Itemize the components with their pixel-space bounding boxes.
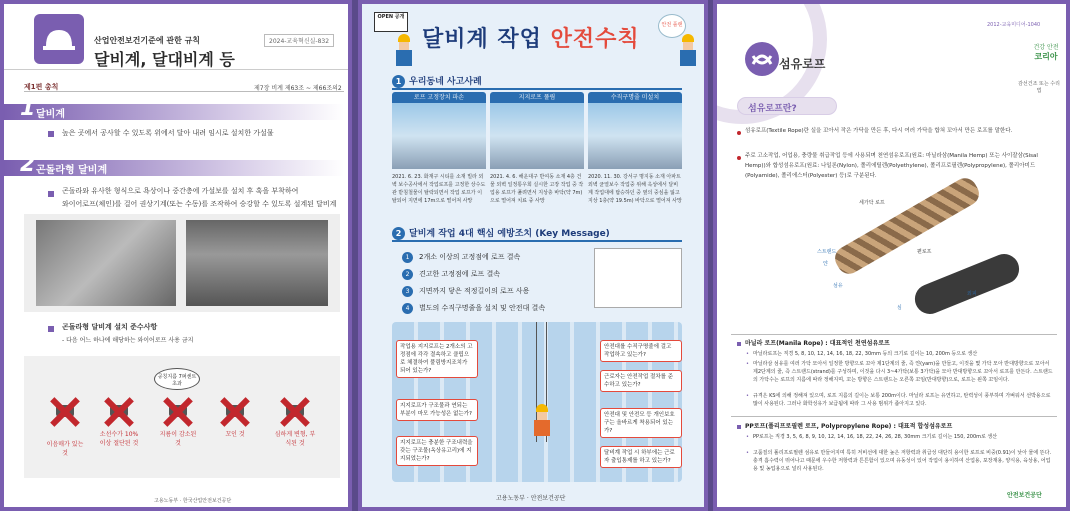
anchor-illustration — [594, 248, 682, 308]
prohibited-x-icon — [280, 396, 310, 426]
bullet-icon — [48, 131, 54, 137]
bullet-icon — [48, 191, 54, 197]
prohibited-label: 소선수가 10% 이상 절단된 것 — [99, 431, 139, 447]
divider — [392, 88, 682, 90]
poster-suspended-scaffold-safety — [358, 0, 708, 511]
open-badge: OPEN 공개 — [374, 12, 408, 32]
document-code: 2024-교육혁신실-832 — [264, 34, 334, 47]
case-illustration — [588, 103, 682, 169]
compliance-sub: - 다음 어느 하나에 해당하는 와이어로프 사용 금지 — [62, 337, 194, 344]
section-title: 곤돌라형 달비계 — [36, 165, 108, 176]
prohibited-x-icon — [104, 396, 134, 426]
checklist-question: 안전대를 수직구명줄에 걸고 작업하고 있는가? — [600, 340, 682, 362]
poster-suspended-scaffold-regulation — [0, 0, 352, 511]
section-title: 달비계 — [36, 109, 65, 120]
case-illustration — [392, 103, 486, 169]
poster-title: 섬유로프 — [779, 57, 826, 71]
list-item: • 규격은 KS에 의해 정해져 있으며, 로프 지름의 길이는 보통 200m이다. 마닐라 로프는 유연하고, 탄력성이 풍부하며 가벼워서 선박용으로 많이 사용된다. 그러나 화학성유가 보급됨에 따라 그 사용 범위가 좁아지고 있다. — [753, 392, 1053, 408]
case-illustration — [490, 103, 584, 169]
photo-area — [24, 214, 340, 312]
key-message-item: 2 견고한 고정점에 로프 결속 — [402, 269, 500, 280]
rope-label: 편로프 — [917, 249, 932, 255]
chapter-label: 제1편 총칙 — [24, 83, 59, 91]
checklist-question: 안전대 및 안전모 등 개인보호구는 올바르게 착용되어 있는가? — [600, 408, 682, 438]
checklist-question: 지지로프가 구조물과 연되는 부분이 마모 가능성은 없는가? — [396, 399, 478, 421]
case-text: 2020. 11. 30. 강서구 명지동 소재 아파트 외벽 균열보수 작업중 위해 옥상에서 달비계 작업대에 탑승하던 중 옆의 중심을 잃고 지상 1층(약 19.5m) 바닥으로 떨어져 사망 — [588, 174, 682, 204]
rope-part-label: 섬유 — [833, 283, 843, 289]
pp-rope-heading: PP로프(폴리프로필렌 로프, Polypropylene Rope) : 대표적 합성섬유로프 — [737, 421, 952, 430]
gondola-text-line2: 와이어로프(체인)를 걸어 권상기계(또는 수동)를 조작하여 승강할 수 있도록 설계된 달비계 — [62, 200, 337, 208]
poster-title: 달비계, 달대비계 등 — [94, 50, 235, 69]
scaffold-photo-2 — [186, 220, 328, 306]
list-item: • 고품질의 폴리프로필렌 섬유로 만들어지며 특히 저비선에 대한 높은 저항력과 취급성 대단히 용이한 로프로 비중(0.91)이 낮아 물에 뜬다. 충격 흡수력이 뛰어나고 때문에 우수한 저항력과 튼튼함이 있으며 유동성이 있어 작업이 용이하여 산업용, 포장재용, 양식용, 육상용, 어업용 및 농업용으로 널리 사용된다. — [753, 449, 1053, 473]
prohibited-label: 지름이 감소된 것 — [159, 431, 197, 447]
footer-logos: 고용노동부 · 한국산업안전보건공단 — [154, 498, 232, 504]
list-item: • PP로프는 직경 3, 5, 6, 8, 9, 10, 12, 14, 16, 18, 22, 24, 26, 28, 30mm 크기로 길이는 150, 200m로 생산 — [753, 433, 1053, 441]
compliance-title: 곤돌라형 달비계 설치 준수사항 — [62, 323, 158, 331]
prohibited-x-icon — [220, 396, 250, 426]
key-message-item: 3 지면까지 닿은 적정길이의 로프 사용 — [402, 286, 529, 297]
helmet-icon — [34, 14, 84, 64]
section-number: 1 — [20, 96, 36, 121]
divider — [392, 240, 682, 242]
health-safety-logo: 건강 안전 코리아 — [1033, 44, 1059, 61]
bullet-icon — [737, 131, 741, 135]
list-item: • 마닐라삼 섬유를 여러 가닥 모아서 일정한 방향으로 꼬아 제1단계의 줄, 즉 얀(yarn)을 만들고, 이것을 몇 가닥 모아 반대방향으로 꼬아서 제2단계의 줄, 즉 스트랜드(strand)를 구성하며, 이것을 다시 3~4가닥(보통 3가닥)을 모아 반대방향으로 꼬아서 로프를 만든다. 스트랜드의 가닥수는 로프의 지름에 따라 정해지며, 꼬는 방향은 스트랜드는 오른쪽 꼬임(반대방향)으로, 로프는 왼쪽 꼬임이다. — [753, 360, 1053, 384]
braided-rope-illustration — [910, 249, 1023, 318]
manila-rope-heading: 마닐라 로프(Manila Rope) : 대표적인 천연섬유로프 — [737, 338, 890, 347]
bullet-icon — [48, 326, 54, 332]
footer-logos: 고용노동부 · 안전보건공단 — [496, 495, 566, 502]
article-range: 제7장 비계 제63조 ~ 제66조의2 — [254, 85, 342, 92]
three-strand-rope-illustration — [831, 174, 984, 278]
document-code: 2012-교육미디어-1040 — [987, 22, 1041, 28]
case-text: 2021. 6. 23. 화재구 시티를 소재 빌라 외벽 보수공사에서 작업로프를 고정한 상수도관 받침철물이 탈락되면서 작업 로프가 이탈되어 지면에 17m으로 떨어져 사망 — [392, 174, 486, 204]
section-number: 2 — [20, 152, 36, 177]
logo-caption: 감선건조 또는 수리법 — [1018, 81, 1060, 94]
question-heading: 섬유로프란? — [737, 97, 837, 115]
case-title: 로프 고정장치 파손 — [392, 92, 486, 103]
prohibited-x-icon — [50, 396, 80, 426]
section-accident-cases: 1 우리동네 사고사례 — [392, 74, 482, 88]
accident-case — [392, 92, 486, 205]
bullet-icon — [737, 156, 741, 160]
definition-text: 높은 곳에서 공사할 수 있도록 위에서 달아 내려 임시로 설치한 가설물 — [62, 129, 274, 137]
regulation-name: 산업안전보건기준에 관한 규칙 — [94, 36, 201, 45]
prohibited-label: 심하게 변형, 부식된 것 — [274, 431, 316, 447]
checklist-question: 근로자는 안전작업 절차를 준수하고 있는가? — [600, 370, 682, 392]
rope-part-label: 얀 — [823, 261, 828, 267]
key-message-item: 1 2개소 이상의 고정점에 로프 결속 — [402, 252, 520, 263]
rope-part-label: 스트랜드 — [817, 249, 837, 255]
classification-text: 주로 고소작업, 어업용, 충량물 취급작업 등에 사용되며 천연섬유로프(원료: 마닐라삼(Manila Hemp) 또는 사이잘삼(Sisal Hemp))와 합성섬유로프(원료: 나일론(Nylon), 폴리에틸렌(Polyethylene), 폴리프로필렌(Polypropylene), 폴리아미드(Polyamide), 폴리에스터(Polyester) 등)로 구분된다. — [745, 153, 1038, 179]
case-text: 2021. 4. 6. 해운대구 반여동 소재 4층 건물 외벽 일정통우희 실시한 고장 작업 중 작업용 로프가 풀려면서 지상층 바닥(약 7m)으로 떨어져 치료 중 사망 — [490, 174, 584, 204]
key-message-item: 4 별도의 수직구명줄을 설치 및 안전대 결속 — [402, 303, 545, 314]
section-divider — [731, 416, 1057, 417]
poster-header — [4, 4, 348, 70]
case-title: 지지로프 풀림 — [490, 92, 584, 103]
poster-title: 달비계 작업 안전수칙 — [422, 27, 640, 52]
case-title: 수직구명줄 미설치 — [588, 92, 682, 103]
section-key-message: 2 달비계 작업 4대 핵심 예방조치 (Key Message) — [392, 226, 610, 240]
rope-part-label: 심 — [897, 305, 902, 311]
diameter-bubble: 공칭지름 7퍼센트 초과 — [154, 368, 200, 390]
section-divider — [731, 334, 1057, 335]
prohibited-x-icon — [163, 396, 193, 426]
checklist-question: 달비계 작업 시 하부에는 근로자 출입통제를 하고 있는가? — [600, 446, 682, 468]
rope-part-label: 외피 — [967, 291, 977, 297]
list-item: • 마닐라로프는 직경 5, 8, 10, 12, 14, 16, 18, 22, 30mm 등의 크기로 길이는 10, 200m 등으로 생산 — [753, 350, 1053, 358]
footer-logo: 안전보건공단 — [1007, 492, 1042, 499]
checklist-question: 작업용 지지로프는 2개소의 고정점에 각각 결속하고 클립으로 체결하여 풀림방지조치가 되어 있는가? — [396, 340, 478, 378]
safety-plan-logo: 안전 플랜 — [658, 14, 686, 38]
checklist-question: 지지로프는 충분한 구조내력을 갖는 구조물(옥상유고리)에 지지되었는가? — [396, 436, 478, 466]
definition-text: 섬유로프(Textile Rope)란 실을 꼬아서 작은 가닥을 만든 후, 다시 여러 가닥을 합쳐 꼬아서 만든 로프를 말한다. — [745, 128, 1013, 134]
poster-textile-rope — [713, 0, 1070, 511]
accident-case — [588, 92, 682, 205]
prohibited-label: 꼬인 것 — [225, 431, 245, 438]
worker-illustration — [394, 34, 414, 66]
scaffold-photo-1 — [36, 220, 176, 306]
rope-label: 세가닥 로프 — [859, 200, 885, 206]
prohibited-label: 이음매가 있는 것 — [46, 441, 84, 457]
accident-case — [490, 92, 584, 205]
gondola-text-line1: 곤돌라와 유사한 형식으로 욕상이나 중간층에 가설보를 설치 후 훅을 부착하여 — [62, 187, 299, 195]
worker-illustration — [678, 34, 698, 66]
worker-illustration — [532, 404, 552, 436]
rope-icon — [745, 42, 779, 76]
